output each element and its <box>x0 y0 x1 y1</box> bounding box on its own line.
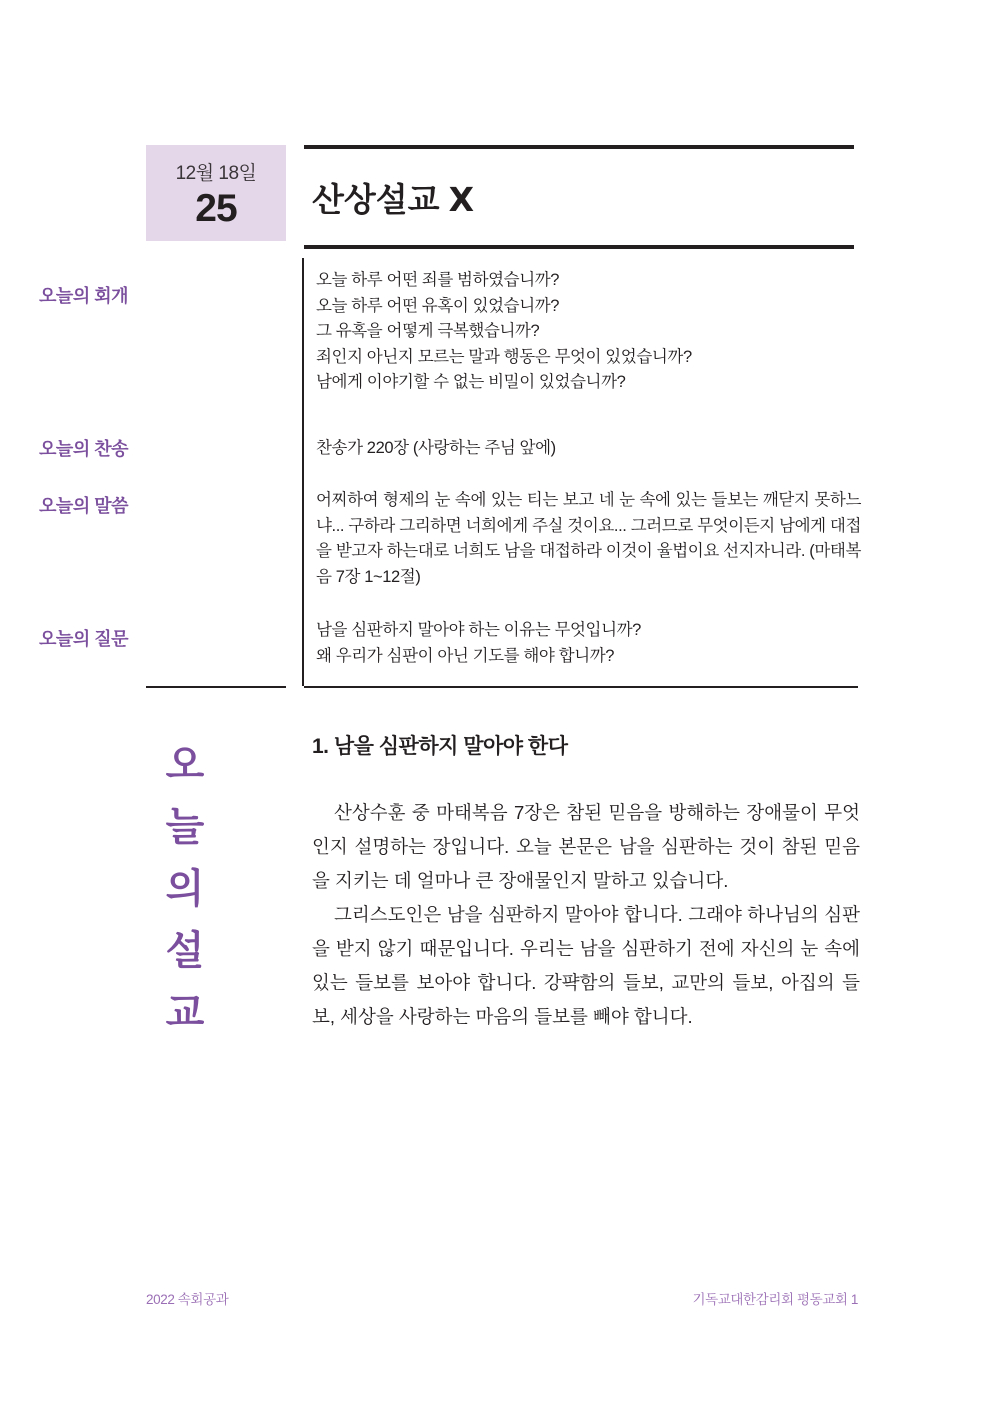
meta-body-scripture: 어찌하여 형제의 눈 속에 있는 티는 보고 네 눈 속에 있는 들보는 깨닫지 못하느냐... 구하라 그리하면 너희에게 주실 것이요... 그러므로 무엇이든지 남에게 대접을 받고자 하는대로 너희도 남을 대접하라 이것이 율법이요 선지자니라. (마태복음 7장 1~12절) <box>316 491 861 586</box>
page-title: 산상설교 Ⅹ <box>312 180 475 218</box>
vertical-label-char: 늘 <box>165 805 205 849</box>
meta-line: 남을 심판하지 말아야 하는 이유는 무엇입니까? <box>316 621 641 639</box>
meta-line: 오늘 하루 어떤 유혹이 있었습니까? <box>316 296 560 315</box>
meta-line: 오늘 하루 어떤 죄를 범하였습니까? <box>316 271 560 289</box>
vertical-label-char: 오 <box>165 743 205 787</box>
meta-bottom-rule <box>304 686 858 688</box>
meta-line: 남에게 이야기할 수 없는 비밀이 있었습니까? <box>316 373 626 391</box>
date-day-number: 25 <box>195 187 237 231</box>
footer-left-text: 2022 속회공과 <box>146 1292 229 1307</box>
sermon-body <box>312 730 860 1034</box>
sermon-heading: 1. 남을 심판하지 말아야 한다 <box>312 735 568 758</box>
vertical-label-char: 설 <box>165 929 205 973</box>
meta-line: 그 유혹을 어떻게 극복했습니까? <box>316 322 540 340</box>
sermon-vertical-label <box>150 734 220 1044</box>
meta-body-hymn <box>316 436 861 462</box>
meta-label-repentance: 오늘의 회개 <box>39 286 128 306</box>
meta-line: 왜 우리가 심판이 아닌 기도를 해야 합니까? <box>316 646 615 665</box>
footer-right-text: 기독교대한감리회 평동교회 1 <box>692 1292 858 1307</box>
meta-label-question: 오늘의 질문 <box>39 629 128 649</box>
sermon-paragraph: 산상수훈 중 마태복음 7장은 참된 믿음을 방해하는 장애물이 무엇인지 설명하는 장입니다. 오늘 본문은 남을 심판하는 것이 참된 믿음을 지키는 데 얼마나 큰 장애물인지 말하고 있습니다. <box>312 802 860 891</box>
date-month: 12월 18일 <box>175 163 257 185</box>
vertical-label-char: 의 <box>165 867 205 911</box>
meta-body-repentance <box>316 268 861 396</box>
vertical-label-char: 교 <box>165 991 205 1035</box>
meta-left-bottom-rule <box>146 686 286 688</box>
meta-line: 죄인지 아닌지 모르는 말과 행동은 무엇이 있었습니까? <box>316 347 692 366</box>
meta-label-hymn: 오늘의 찬송 <box>39 439 128 459</box>
meta-label-scripture: 오늘의 말씀 <box>39 496 128 516</box>
title-area <box>304 145 854 249</box>
meta-body-question <box>316 618 861 669</box>
meta-vertical-divider <box>302 258 304 686</box>
meta-line: 찬송가 220장 (사랑하는 주님 앞에) <box>316 439 556 457</box>
sermon-paragraph: 그리스도인은 남을 심판하지 말아야 합니다. 그래야 하나님의 심판을 받지 않기 때문입니다. 우리는 남을 심판하기 전에 자신의 눈 속에 있는 들보를 보아야 합니다. 강퍅함의 들보, 교만의 들보, 아집의 들보, 세상을 사랑하는 마음의 들보를 빼야 합니다. <box>312 904 860 1027</box>
date-box <box>146 145 286 241</box>
